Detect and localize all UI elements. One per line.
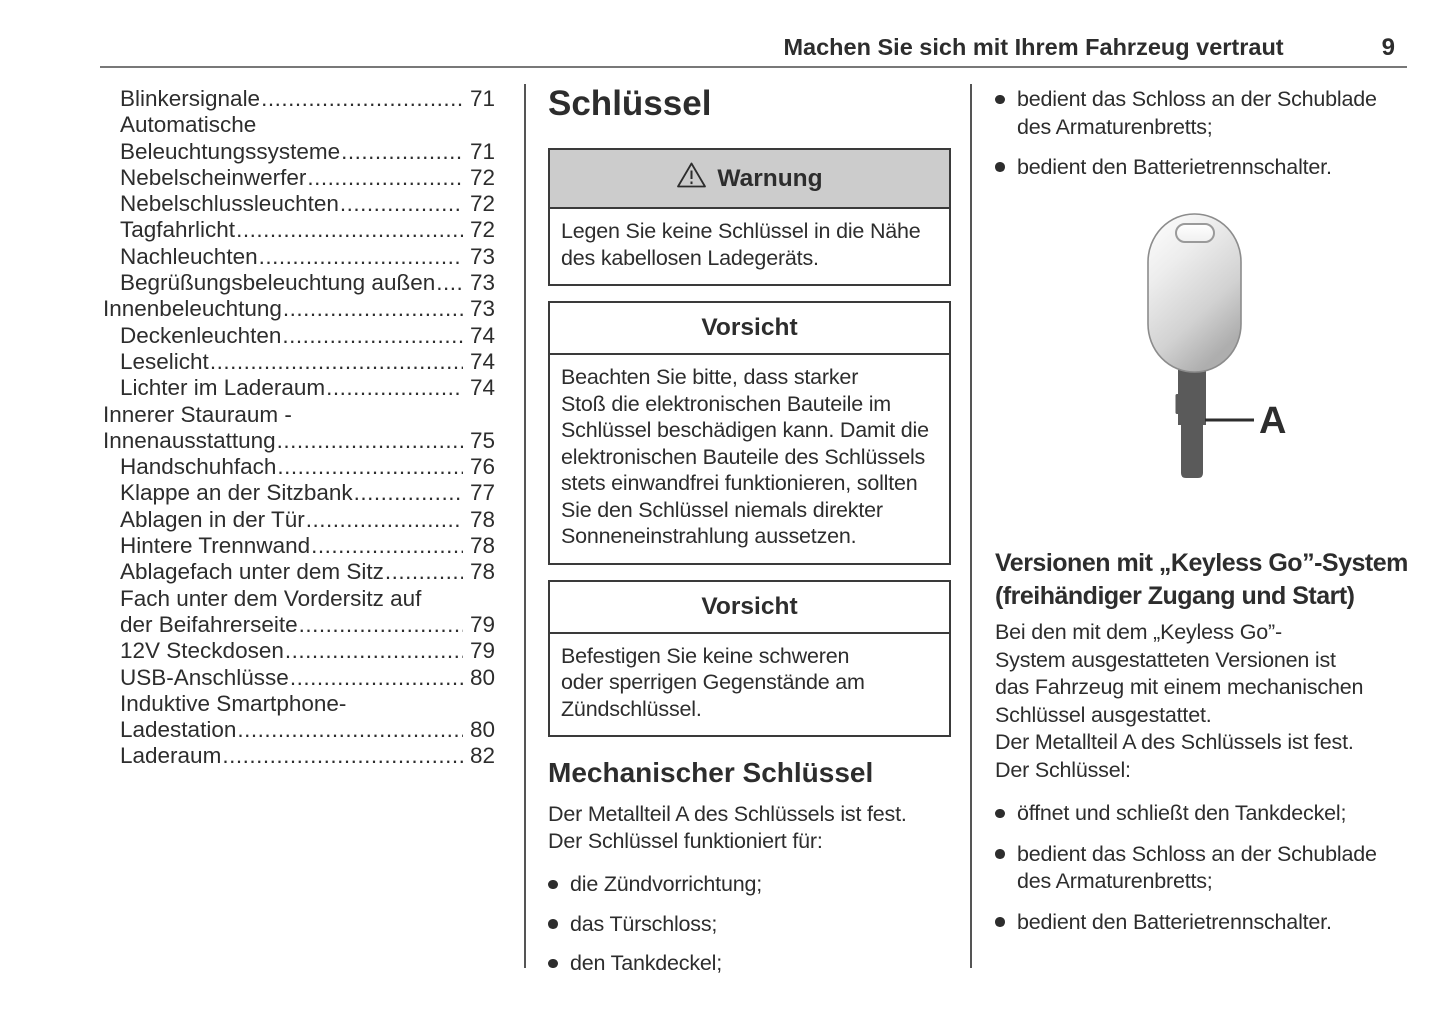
text-line: oder sperrigen Gegenstände am xyxy=(561,670,865,694)
bullet-text: das Türschloss; xyxy=(570,911,718,936)
subsection-title-mechanischer-schluessel: Mechanischer Schlüssel xyxy=(548,757,874,788)
toc-dot-leader xyxy=(277,454,463,480)
toc-dot-leader xyxy=(299,612,463,638)
right-bottom-bullet-list xyxy=(995,800,1413,936)
toc-dot-leader xyxy=(210,349,463,375)
bullet-text: bedient den Batterietrennschalter. xyxy=(1017,909,1332,934)
toc-entry-line xyxy=(103,559,495,585)
toc-entry-label: Deckenleuchten xyxy=(120,322,282,348)
caution-box-1-title: Vorsicht xyxy=(701,314,798,341)
figure-label: A xyxy=(1259,400,1287,442)
middle-bullet-list xyxy=(548,871,951,977)
warning-box xyxy=(548,148,951,286)
toc-page-number: 79 xyxy=(469,638,495,664)
middle-paragraph xyxy=(548,801,951,855)
toc-entry-label: Nebelschlussleuchten xyxy=(120,191,339,217)
toc-page-number: 76 xyxy=(469,454,495,480)
caution-box-1-body xyxy=(550,355,949,563)
toc-entry-line xyxy=(103,454,495,480)
toc-page-number: 77 xyxy=(469,480,495,506)
toc-page-number: 72 xyxy=(469,164,495,190)
toc-entry-label: Innenbeleuchtung xyxy=(103,296,282,322)
right-column xyxy=(995,86,1413,936)
toc-entry-line xyxy=(103,244,495,270)
toc-page-number: 82 xyxy=(469,743,495,769)
bullet-icon xyxy=(995,841,1017,896)
toc-dot-leader xyxy=(354,480,463,506)
page-header xyxy=(100,34,1407,62)
text-line: Der Metallteil A des Schlüssels ist fest. xyxy=(548,802,907,826)
bullet-text: die Zündvorrichtung; xyxy=(570,872,762,896)
toc-page-number: 78 xyxy=(469,559,495,585)
text-line: Versionen mit „Keyless Go”-System xyxy=(995,549,1408,577)
toc-entry-line xyxy=(103,270,495,296)
toc-entry-line xyxy=(103,743,495,769)
toc-entry-label: Ladestation xyxy=(120,717,237,743)
key-blade xyxy=(1176,359,1207,478)
toc-page-number: 71 xyxy=(469,86,495,111)
toc-entry-line xyxy=(103,638,495,664)
toc-dot-leader xyxy=(277,428,463,454)
toc-entry-line xyxy=(103,217,495,243)
toc-dot-leader xyxy=(385,559,463,585)
text-line: (freihändiger Zugang und Start) xyxy=(995,582,1355,610)
text-line: Der Schlüssel funktioniert für: xyxy=(548,829,823,853)
toc-entry-label: Fach unter dem Vordersitz auf xyxy=(120,585,422,611)
caution-box-2-title: Vorsicht xyxy=(701,592,798,620)
toc-dot-leader xyxy=(261,86,463,112)
toc-entry-label: Laderaum xyxy=(120,743,222,769)
toc-entry-label: Lichter im Laderaum xyxy=(120,375,326,401)
toc-dot-leader xyxy=(259,244,463,270)
toc-entry-line xyxy=(103,717,495,743)
toc-page-number: 74 xyxy=(469,375,495,401)
toc-entry-line xyxy=(103,375,495,401)
toc-dot-leader xyxy=(236,217,463,243)
bullet-item xyxy=(548,871,951,898)
text-line: Sonneneinstrahlung aussetzen. xyxy=(561,524,857,548)
key-ring-hole xyxy=(1176,224,1214,242)
toc-entry-label: Automatische xyxy=(120,112,257,138)
warning-triangle-icon xyxy=(676,161,707,196)
toc-dot-leader xyxy=(306,507,463,533)
bullet-icon xyxy=(548,871,570,898)
toc-entry-line xyxy=(103,165,495,191)
toc-entry-line xyxy=(103,480,495,506)
text-line: Schlüssel ausgestattet. xyxy=(995,702,1212,727)
caution-box-2-body xyxy=(550,634,949,736)
toc-page-number: 71 xyxy=(469,138,495,164)
warning-box-title: Warnung xyxy=(717,164,823,192)
text-line: Bei den mit dem „Keyless Go”- xyxy=(995,620,1282,644)
toc-page-number: 73 xyxy=(469,243,495,269)
toc-entry-label: 12V Steckdosen xyxy=(120,638,284,664)
right-top-bullet-list xyxy=(995,86,1413,181)
text-line: Zündschlüssel. xyxy=(561,696,702,721)
header-rule xyxy=(100,66,1407,68)
toc-entry-label: Beleuchtungssysteme xyxy=(120,138,341,164)
toc-page-number: 80 xyxy=(469,717,495,743)
toc-entry-line xyxy=(103,86,495,112)
toc-entry-line xyxy=(103,139,495,165)
toc-entry-line xyxy=(103,402,495,428)
toc-entry-label: USB-Anschlüsse xyxy=(120,664,289,690)
bullet-item xyxy=(995,154,1413,182)
toc-entry-label: Ablagefach unter dem Sitz xyxy=(120,559,384,585)
caution-box-1 xyxy=(548,301,951,565)
toc-entry-label: Induktive Smartphone- xyxy=(120,690,347,716)
bullet-text: den Tankdeckel; xyxy=(570,951,722,975)
bullet-text: bedient den Batterietrennschalter. xyxy=(1017,154,1332,179)
page-number: 9 xyxy=(1381,34,1395,61)
bullet-item xyxy=(995,841,1413,896)
text-line: Der Schlüssel: xyxy=(995,757,1131,782)
bullet-item xyxy=(995,86,1413,141)
toc-page-number: 80 xyxy=(469,664,495,690)
text-line: Stoß die elektronischen Bauteile im xyxy=(561,391,892,416)
key-figure xyxy=(1120,211,1330,501)
toc-entry-line xyxy=(103,533,495,559)
text-line: stets einwandfrei funktionieren, sollten xyxy=(561,471,918,495)
toc-dot-leader xyxy=(222,743,463,769)
key-illustration xyxy=(1120,211,1325,496)
toc-entry-line xyxy=(103,428,495,454)
text-line: des kabellosen Ladegeräts. xyxy=(561,245,819,270)
toc-dot-leader xyxy=(283,296,463,322)
column-divider-right xyxy=(970,84,972,968)
bullet-item xyxy=(548,911,951,938)
toc-dot-leader xyxy=(341,139,463,165)
toc-dot-leader xyxy=(307,165,463,191)
text-line: Sie den Schlüssel niemals direkter xyxy=(561,497,883,522)
caution-box-2-header xyxy=(550,582,949,634)
caution-box-1-header xyxy=(550,303,949,355)
toc-dot-leader xyxy=(311,533,463,559)
text-line: Befestigen Sie keine schweren xyxy=(561,643,850,668)
bullet-icon xyxy=(995,154,1017,182)
bullet-item xyxy=(995,909,1413,937)
bullet-text: öffnet und schließt den Tankdeckel; xyxy=(1017,801,1347,825)
text-line: Beachten Sie bitte, dass starker xyxy=(561,365,859,389)
text-line: das Fahrzeug mit einem mechanischen xyxy=(995,675,1364,699)
toc-page-number: 75 xyxy=(469,427,495,453)
toc-dot-leader xyxy=(282,323,463,349)
toc-page-number: 72 xyxy=(469,191,495,217)
toc-entry-label: Ablagen in der Tür xyxy=(120,506,305,532)
toc-page-number: 72 xyxy=(469,217,495,243)
toc-entry-label: der Beifahrerseite xyxy=(120,611,298,637)
bullet-icon xyxy=(548,950,570,977)
toc-entry-label: Innerer Stauraum - xyxy=(103,401,292,427)
bullet-icon xyxy=(548,911,570,938)
toc-dot-leader xyxy=(237,717,463,743)
toc-entry-line xyxy=(103,665,495,691)
warning-box-body xyxy=(550,209,949,284)
text-line: Der Metallteil A des Schlüssels ist fest. xyxy=(995,730,1354,754)
toc-entry-line xyxy=(103,349,495,375)
toc-entry-label: Nachleuchten xyxy=(120,243,258,269)
toc-entry-label: Hintere Trennwand xyxy=(120,533,311,559)
header-title: Machen Sie sich mit Ihrem Fahrzeug vertraut xyxy=(783,34,1284,60)
toc-entry-label: Blinkersignale xyxy=(120,86,261,111)
toc-entry-label: Klappe an der Sitzbank xyxy=(120,480,353,506)
bullet-icon xyxy=(995,800,1017,828)
bullet-icon xyxy=(995,86,1017,141)
toc-entry-line xyxy=(103,691,495,717)
toc-entry-line xyxy=(103,191,495,217)
toc-entry-label: Nebelscheinwerfer xyxy=(120,164,307,190)
right-paragraph xyxy=(995,619,1413,784)
toc-dot-leader xyxy=(285,638,463,664)
warning-box-header xyxy=(550,150,949,209)
bullet-icon xyxy=(995,909,1017,937)
toc-entry-line xyxy=(103,586,495,612)
text-line: elektronischen Bauteile des Schlüssels xyxy=(561,444,926,469)
toc-entry-label: Handschuhfach xyxy=(120,454,277,480)
toc-entry-line xyxy=(103,112,495,138)
toc-entry-line xyxy=(103,296,495,322)
toc-entry-label: Tagfahrlicht xyxy=(120,217,236,243)
bullet-item xyxy=(548,950,951,977)
toc-page-number: 73 xyxy=(469,296,495,322)
text-line: Legen Sie keine Schlüssel in die Nähe xyxy=(561,219,921,243)
toc-page-number: 73 xyxy=(469,270,495,296)
column-divider-left xyxy=(524,84,526,968)
text-line: System ausgestatteten Versionen ist xyxy=(995,647,1336,672)
text-line: Schlüssel beschädigen kann. Damit die xyxy=(561,418,929,442)
bullet-text: bedient das Schloss an der Schublade des Armaturenbretts; xyxy=(1017,841,1377,893)
toc-dot-leader xyxy=(326,375,463,401)
toc-entry-label: Leselicht xyxy=(120,348,209,374)
bullet-text: bedient das Schloss an der Schublade des Armaturenbretts; xyxy=(1017,87,1377,139)
toc-dot-leader xyxy=(340,191,463,217)
toc-page-number: 79 xyxy=(469,611,495,637)
toc-entry-label: Innenausstattung xyxy=(103,427,276,453)
toc-dot-leader xyxy=(290,665,463,691)
toc-column xyxy=(103,86,495,770)
toc-page-number: 78 xyxy=(469,533,495,559)
caution-box-2 xyxy=(548,580,951,738)
section-title-schluessel: Schlüssel xyxy=(548,84,712,123)
keyless-go-heading xyxy=(995,547,1413,613)
toc-entry-line xyxy=(103,323,495,349)
bullet-item xyxy=(995,800,1413,828)
toc-page-number: 74 xyxy=(469,348,495,374)
toc-entry-label: Begrüßungsbeleuchtung außen xyxy=(120,270,436,296)
toc-page-number: 74 xyxy=(469,322,495,348)
middle-column xyxy=(548,84,951,977)
toc-dot-leader xyxy=(436,270,463,296)
toc-page-number: 78 xyxy=(469,506,495,532)
toc-entry-line xyxy=(103,507,495,533)
toc-entry-line xyxy=(103,612,495,638)
